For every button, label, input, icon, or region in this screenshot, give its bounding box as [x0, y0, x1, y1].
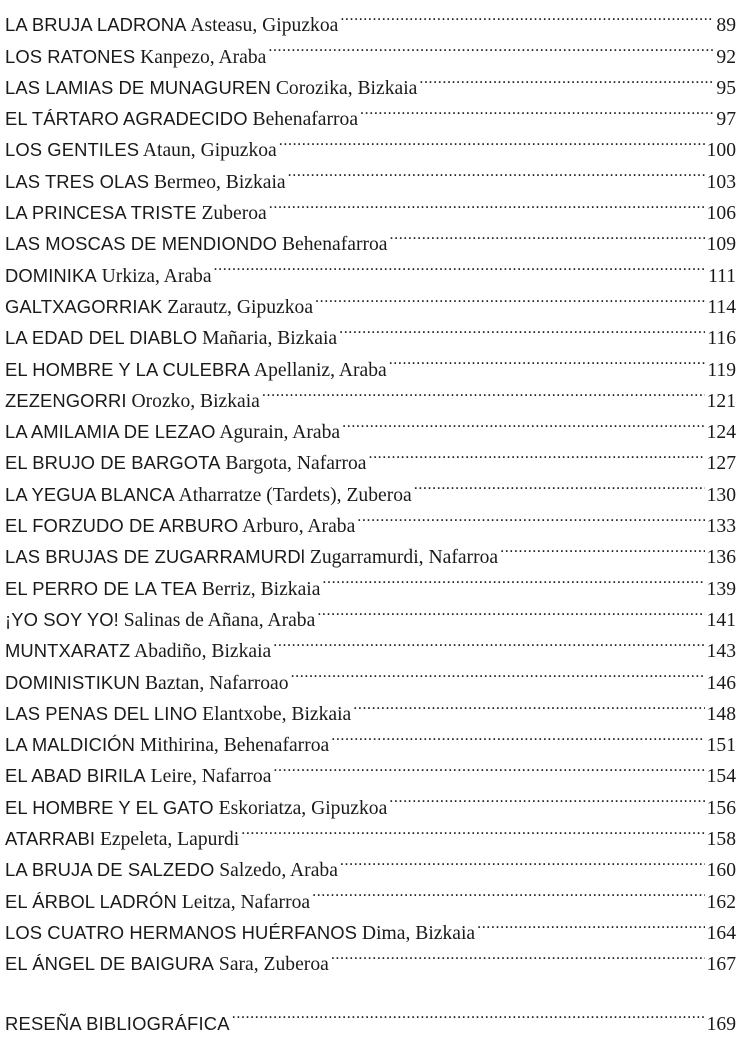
page-number: 151: [706, 735, 736, 757]
toc-entry-title: [5, 447, 366, 479]
story-title: EL FORZUDO DE ARBURO: [5, 515, 239, 537]
toc-entry-bibliography: [5, 998, 736, 1035]
story-title: ¡YO SOY YO!: [5, 608, 119, 630]
dot-leader: [269, 188, 705, 219]
page-number: 89: [716, 15, 736, 37]
story-location: Zarautz, Gipuzkoa: [162, 296, 314, 318]
dot-leader: [312, 876, 705, 907]
page-number: 148: [706, 703, 736, 725]
toc-entry-title: [5, 166, 286, 198]
dot-leader: [315, 282, 705, 313]
story-title: EL ÁRBOL LADRÓN: [5, 890, 177, 912]
story-title: EL HOMBRE Y LA CULEBRA: [5, 358, 251, 380]
dot-leader: [268, 31, 714, 62]
story-title: EL BRUJO DE BARGOTA: [5, 452, 221, 474]
toc-entry-title: [5, 416, 340, 448]
dot-leader: [279, 125, 705, 156]
page-number: 124: [706, 422, 736, 444]
dot-leader: [288, 156, 705, 187]
story-location: Urkiza, Araba: [96, 265, 212, 287]
story-title: LA AMILAMIA DE LEZAO: [5, 421, 216, 443]
story-title: EL TÁRTARO AGRADECIDO: [5, 108, 248, 130]
dot-leader: [360, 94, 714, 125]
dot-leader: [390, 219, 705, 250]
story-location: Ataun, Gipuzkoa: [139, 140, 277, 162]
story-title: EL ABAD BIRILA: [5, 765, 146, 787]
page-number: 162: [706, 891, 736, 913]
story-title: LA BRUJA LADRONA: [5, 14, 187, 36]
story-location: Leire, Nafarroa: [145, 766, 272, 788]
story-title: DOMINISTIKUN: [5, 671, 141, 693]
story-location: Atharratze (Tardets), Zuberoa: [174, 484, 412, 506]
dot-leader: [214, 250, 707, 281]
story-location: Salzedo, Araba: [214, 860, 338, 882]
page-number: 121: [706, 390, 736, 412]
toc-entry-title: [5, 291, 313, 323]
story-location: Mithirina, Behenafarroa: [134, 735, 330, 757]
story-title: EL HOMBRE Y EL GATO: [5, 796, 214, 818]
toc-entry-title: [5, 886, 310, 918]
story-location: Abadiño, Bizkaia: [130, 641, 272, 663]
bibliography-title: RESEÑA BIBLIOGRÁFICA: [5, 1012, 230, 1034]
story-title: LOS GENTILES: [5, 139, 140, 161]
page-number: 116: [707, 328, 736, 350]
dot-leader: [342, 407, 704, 438]
page-number: 103: [706, 171, 736, 193]
story-title: LAS TRES OLAS: [5, 170, 150, 192]
page-number: 100: [706, 140, 736, 162]
page-number: 143: [706, 641, 736, 663]
page-number: 92: [716, 46, 736, 68]
story-location: Behenafarroa: [247, 109, 359, 131]
story-location: Baztan, Nafarroao: [140, 672, 289, 694]
story-title: LA EDAD DEL DIABLO: [5, 327, 198, 349]
page-number: 119: [707, 359, 736, 381]
story-location: Salinas de Añana, Araba: [118, 609, 316, 631]
toc-entry-title: [5, 823, 239, 855]
toc-entry-title: [5, 854, 338, 886]
story-location: Ezpeleta, Lapurdi: [95, 829, 240, 851]
page-number: 97: [716, 109, 736, 131]
page-number: 156: [706, 797, 736, 819]
toc-entry-title: [5, 134, 277, 166]
page-number: 139: [706, 578, 736, 600]
story-location: Behenafarroa: [277, 234, 388, 256]
toc-entry-title: [5, 322, 337, 354]
dot-leader: [357, 501, 704, 532]
story-location: Kanpezo, Araba: [135, 46, 267, 68]
dot-leader: [389, 344, 706, 375]
story-location: Berriz, Bizkaia: [196, 578, 321, 600]
story-title: EL PERRO DE LA TEA: [5, 577, 197, 599]
dot-leader: [340, 0, 714, 31]
dot-leader: [262, 376, 705, 407]
dot-leader: [331, 720, 704, 751]
story-location: Zugarramurdi, Nafarroa: [304, 547, 499, 569]
page-number: 160: [706, 860, 736, 882]
dot-leader: [340, 845, 705, 876]
toc-entry-title: [5, 698, 351, 730]
dot-leader: [232, 998, 705, 1029]
dot-leader: [368, 438, 704, 469]
toc-entry-title: [5, 385, 260, 417]
story-title: LA PRINCESA TRISTE: [5, 202, 197, 224]
story-title: LAS MOSCAS DE MENDIONDO: [5, 233, 278, 255]
story-title: LOS CUATRO HERMANOS HUÉRFANOS: [5, 921, 358, 943]
toc-entry-title: [5, 197, 267, 229]
dot-leader: [331, 939, 705, 970]
dot-leader: [500, 532, 705, 563]
toc-entry: [5, 0, 736, 37]
dot-leader: [339, 313, 705, 344]
page-number: 114: [707, 296, 736, 318]
page-number: 167: [706, 954, 736, 976]
story-title: GALTXAGORRIAK: [5, 295, 163, 317]
dot-leader: [317, 595, 704, 626]
story-title: LOS RATONES: [5, 45, 136, 67]
page-number: 106: [706, 203, 736, 225]
story-title: LA BRUJA DE SALZEDO: [5, 859, 215, 881]
dot-leader: [477, 908, 705, 939]
story-location: Bargota, Nafarroa: [220, 453, 367, 475]
page-number: 154: [706, 766, 736, 788]
toc-entry-title: [5, 510, 355, 542]
story-location: Leitza, Nafarroa: [176, 891, 311, 913]
toc-entry-title: [5, 604, 315, 636]
story-title: DOMINIKA: [5, 264, 97, 286]
story-location: Dima, Bizkaia: [357, 922, 476, 944]
page-number: 164: [706, 922, 736, 944]
page-number: 158: [706, 829, 736, 851]
page-number: 169: [706, 1013, 736, 1035]
story-location: Zuberoa: [196, 203, 267, 225]
dot-leader: [273, 751, 704, 782]
story-title: MUNTXARATZ: [5, 640, 131, 662]
story-title: LAS PENAS DEL LINO: [5, 702, 198, 724]
page-number: 111: [708, 265, 736, 287]
story-location: Eskoriatza, Gipuzkoa: [213, 797, 388, 819]
story-title: ATARRABI: [5, 828, 96, 850]
story-location: Apellaniz, Araba: [250, 359, 387, 381]
page-number: 130: [706, 484, 736, 506]
story-location: Corozika, Bizkaia: [270, 77, 418, 99]
story-location: Elantxobe, Bizkaia: [197, 703, 352, 725]
story-location: Arburo, Araba: [238, 516, 356, 538]
story-title: LA MALDICIÓN: [5, 734, 135, 756]
story-title: EL ÁNGEL DE BAIGURA: [5, 953, 215, 975]
story-title: ZEZENGORRI: [5, 389, 127, 411]
story-title: LA YEGUA BLANCA: [5, 483, 175, 505]
page-number: 141: [706, 609, 736, 631]
toc-entry-title: [5, 41, 266, 73]
dot-leader: [414, 469, 705, 500]
page-number: 127: [706, 453, 736, 475]
page-number: 146: [706, 672, 736, 694]
table-of-contents: [5, 0, 736, 1035]
story-location: Agurain, Araba: [215, 422, 341, 444]
dot-leader: [353, 689, 704, 720]
toc-entry-title: [5, 573, 320, 605]
story-location: Mañaria, Bizkaia: [197, 328, 338, 350]
dot-leader: [273, 626, 704, 657]
toc-entry-title: [5, 479, 412, 511]
dot-leader: [419, 63, 714, 94]
story-location: Bermeo, Bizkaia: [149, 171, 286, 193]
story-location: Sara, Zuberoa: [214, 954, 329, 976]
dot-leader: [241, 814, 704, 845]
page-number: 133: [706, 516, 736, 538]
story-location: Asteasu, Gipuzkoa: [186, 15, 339, 37]
toc-entry-title: [5, 667, 289, 699]
toc-entry-title: [5, 72, 417, 104]
story-title: LAS BRUJAS DE ZUGARRAMURDl: [5, 546, 305, 568]
toc-entry-title: [5, 260, 212, 292]
toc-entry-title: [5, 760, 271, 792]
dot-leader: [322, 563, 704, 594]
dot-leader: [389, 782, 704, 813]
toc-entry-title: [5, 948, 329, 980]
story-title: LAS LAMIAS DE MUNAGUREN: [5, 76, 271, 98]
page-number: 109: [706, 234, 736, 256]
story-location: Orozko, Bizkaia: [126, 390, 260, 412]
page-number: 95: [716, 77, 736, 99]
toc-entry-title: [5, 635, 271, 667]
page-number: 136: [706, 547, 736, 569]
dot-leader: [291, 657, 705, 688]
